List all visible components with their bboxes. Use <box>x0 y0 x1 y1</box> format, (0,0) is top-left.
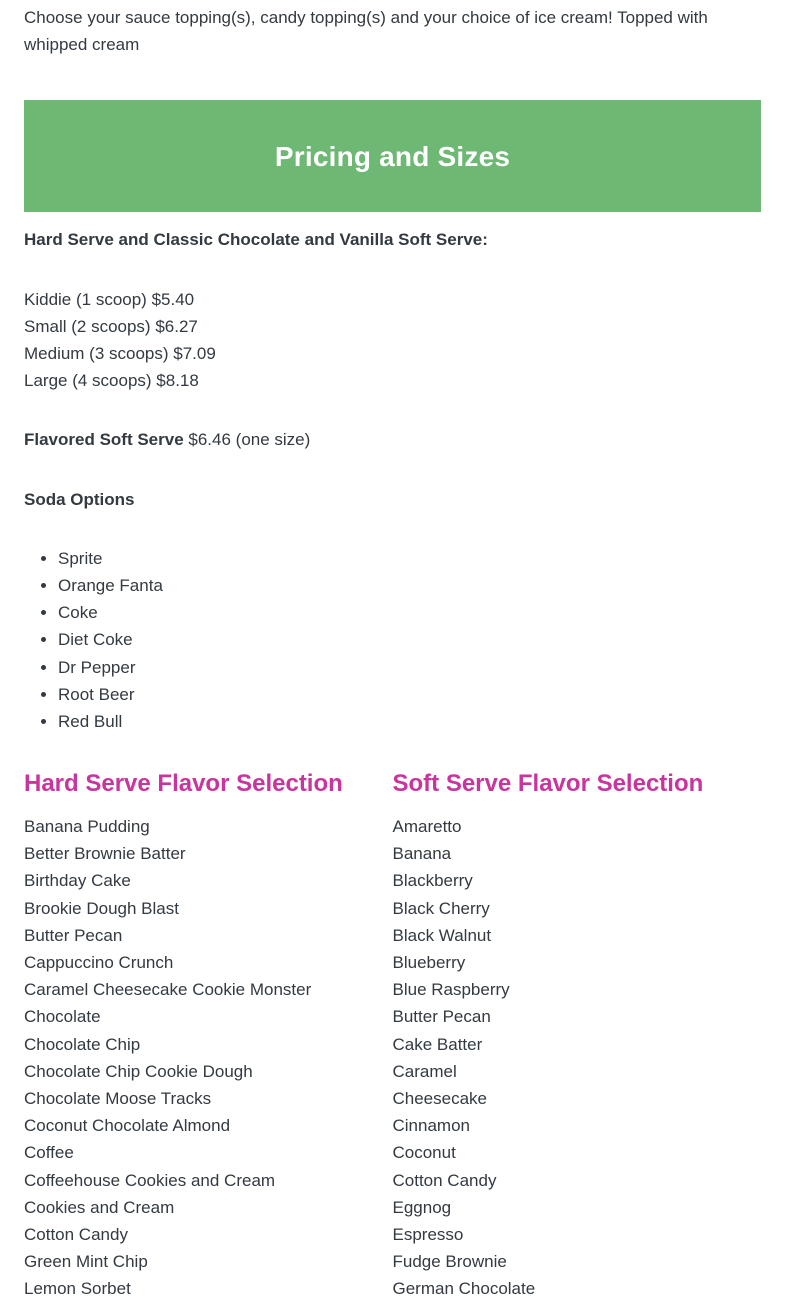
soft-serve-column <box>393 769 762 1302</box>
menu-page <box>0 4 785 1302</box>
price-item: Large (4 scoops) $8.18 <box>24 371 199 391</box>
flavor-item: Cake Batter <box>392 1034 483 1054</box>
hard-serve-column <box>24 769 393 1302</box>
soda-item: • Orange Fanta <box>58 572 761 599</box>
flavor-item: Blue Raspberry <box>392 980 510 1000</box>
soda-item: • Diet Coke <box>58 626 761 653</box>
hard-serve-flavor-title: Hard Serve Flavor Selection <box>24 770 343 798</box>
soda-item: • Dr Pepper <box>58 654 761 681</box>
flavor-item: Coffee <box>24 1143 74 1163</box>
soft-serve-flavor-list <box>393 813 762 1302</box>
flavor-item: Blackberry <box>392 871 473 891</box>
flavor-item: Birthday Cake <box>24 871 131 891</box>
soda-list <box>24 545 761 735</box>
flavored-soft-serve <box>24 426 761 453</box>
price-item: Small (2 scoops) $6.27 <box>24 316 198 336</box>
soda-item: • Sprite <box>58 545 761 572</box>
soda-item: • Root Beer <box>58 681 761 708</box>
pricing-banner <box>24 100 761 212</box>
flavor-item: Banana <box>392 844 452 864</box>
price-item: Kiddie (1 scoop) $5.40 <box>24 289 195 309</box>
flavor-item: Fudge Brownie <box>392 1252 507 1272</box>
soda-item: • Red Bull <box>58 708 761 735</box>
flavor-item: Coffeehouse Cookies and Cream <box>24 1170 276 1190</box>
hard-serve-flavor-list <box>24 813 393 1302</box>
flavor-item: Caramel <box>392 1061 457 1081</box>
flavored-label: Flavored Soft Serve <box>24 430 184 450</box>
flavor-item: Blueberry <box>392 953 466 973</box>
soda-title: Soda Options <box>24 489 135 509</box>
flavor-item: Butter Pecan <box>24 925 123 945</box>
flavor-item: Banana Pudding <box>24 817 150 837</box>
flavor-item: Chocolate Chip Cookie Dough <box>24 1061 253 1081</box>
intro-text: Choose your sauce topping(s), candy topping(s) and your choice of ice cream! Topped with whipped cream <box>24 8 708 55</box>
flavor-item: Cinnamon <box>392 1116 470 1136</box>
flavor-item: Eggnog <box>392 1197 452 1217</box>
soda-item: • Coke <box>58 599 761 626</box>
flavor-item: Better Brownie Batter <box>24 844 186 864</box>
flavor-item: Brookie Dough Blast <box>24 898 179 918</box>
hard-serve-heading: Hard Serve and Classic Chocolate and Vanilla Soft Serve: <box>24 230 488 250</box>
flavor-item: Chocolate <box>24 1007 101 1027</box>
soft-serve-flavor-title: Soft Serve Flavor Selection <box>392 770 704 798</box>
flavor-item: Black Walnut <box>392 925 492 945</box>
flavor-item: Caramel Cheesecake Cookie Monster <box>24 980 312 1000</box>
flavor-item: Lemon Sorbet <box>24 1279 131 1299</box>
flavor-item: Espresso <box>392 1224 464 1244</box>
flavor-item: Butter Pecan <box>392 1007 491 1027</box>
flavor-item: Cotton Candy <box>392 1170 497 1190</box>
flavor-item: Cappuccino Crunch <box>24 953 174 973</box>
pricing-title: Pricing and Sizes <box>274 140 511 172</box>
price-item: Medium (3 scoops) $7.09 <box>24 343 216 363</box>
flavor-item: Green Mint Chip <box>24 1252 148 1272</box>
flavor-item: Cookies and Cream <box>24 1197 175 1217</box>
flavor-item: Coconut <box>392 1143 456 1163</box>
flavor-columns <box>24 769 761 1302</box>
flavor-item: Chocolate Chip <box>24 1034 141 1054</box>
flavor-item: Chocolate Moose Tracks <box>24 1088 212 1108</box>
flavor-item: Coconut Chocolate Almond <box>24 1116 231 1136</box>
price-list <box>24 286 761 395</box>
flavor-item: Cotton Candy <box>24 1224 128 1244</box>
flavor-item: Amaretto <box>392 817 462 837</box>
flavored-price: $6.46 (one size) <box>183 430 311 450</box>
flavor-item: Cheesecake <box>392 1088 488 1108</box>
flavor-item: German Chocolate <box>392 1279 536 1299</box>
flavor-item: Black Cherry <box>392 898 490 918</box>
